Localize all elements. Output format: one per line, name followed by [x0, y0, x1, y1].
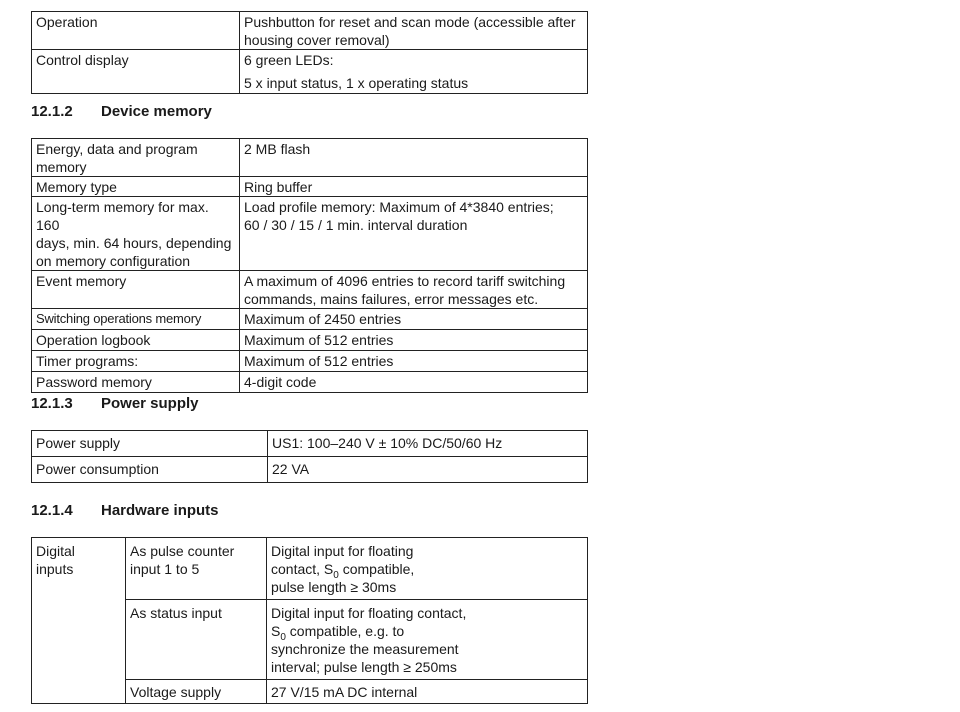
cell-line: Maximum of 2450 entries [244, 311, 402, 327]
table-row [32, 177, 588, 197]
memory-value [240, 372, 588, 393]
cell-text: S [271, 623, 281, 639]
digital-inputs-label [32, 538, 126, 704]
cell-text: contact, S [271, 561, 334, 577]
table-row [32, 538, 588, 600]
memory-value [240, 139, 588, 177]
operation-label [32, 12, 240, 50]
table-row [32, 12, 588, 50]
cell-line: 6 green LEDs: [244, 52, 334, 68]
cell-line: 60 / 30 / 15 / 1 min. interval duration [244, 217, 468, 233]
cell-line: interval; pulse length ≥ 250ms [271, 659, 457, 675]
cell-line: Digital input for floating [271, 543, 414, 559]
cell-line: Maximum of 512 entries [244, 332, 394, 348]
memory-value [240, 330, 588, 351]
cell-line: A maximum of 4096 entries to record tariff switching [244, 273, 566, 289]
section-title: Hardware inputs [101, 502, 219, 519]
memory-value [240, 271, 588, 309]
cell-line [271, 622, 583, 643]
memory-label [32, 197, 240, 271]
cell-line: Timer programs: [36, 353, 139, 369]
cell-line: Password memory [36, 374, 152, 390]
cell-line: Energy, data and program [36, 141, 198, 157]
cell-line [271, 560, 583, 581]
section-title: Device memory [101, 103, 212, 120]
cell-line: input 1 to 5 [130, 561, 200, 577]
memory-label [32, 351, 240, 372]
cell-line: 4-digit code [244, 374, 317, 390]
cell-text: Control display [36, 52, 129, 68]
cell-line: 2 MB flash [244, 141, 311, 157]
table-row [32, 372, 588, 393]
control-display-label [32, 50, 240, 94]
memory-value [240, 309, 588, 330]
section-number: 12.1.4 [31, 502, 73, 519]
cell-line: Event memory [36, 273, 127, 289]
memory-value [240, 197, 588, 271]
cell-line: Memory type [36, 179, 117, 195]
table-row [32, 309, 588, 330]
memory-label [32, 330, 240, 351]
memory-value [240, 351, 588, 372]
pulse-counter-label [126, 538, 267, 600]
table-row [32, 431, 588, 457]
cell-line: inputs [36, 561, 74, 577]
status-input-value [267, 600, 588, 680]
subscript: 0 [333, 569, 339, 581]
cell-line: Ring buffer [244, 179, 313, 195]
table-row [32, 271, 588, 309]
cell-text: Voltage supply [130, 684, 222, 700]
cell-text: compatible, e.g. to [285, 623, 405, 639]
cell-line: pulse length ≥ 30ms [271, 579, 397, 595]
cell-line: Long-term memory for max. 160 [36, 199, 209, 233]
table-row [32, 330, 588, 351]
cell-line: As status input [130, 605, 222, 621]
power-supply-table [31, 430, 588, 483]
operation-table [31, 11, 588, 94]
cell-line: Switching operations memory [36, 311, 202, 326]
cell-line: 5 x input status, 1 x operating status [244, 75, 469, 91]
cell-text: Operation [36, 14, 98, 30]
cell-line: Pushbutton for reset and scan mode (accessible after [244, 14, 576, 30]
memory-label [32, 139, 240, 177]
table-row [32, 139, 588, 177]
power-supply-label [32, 431, 268, 457]
cell-line: days, min. 64 hours, depending [36, 235, 232, 251]
power-consumption-label [32, 457, 268, 483]
cell-text: Power supply [36, 435, 121, 451]
pulse-counter-value [267, 538, 588, 600]
section-number: 12.1.2 [31, 103, 73, 120]
section-heading-hardware-inputs [31, 502, 219, 520]
cell-line: memory [36, 159, 87, 175]
cell-line: Digital input for floating contact, [271, 605, 467, 621]
cell-line: Load profile memory: Maximum of 4*3840 entries; [244, 199, 554, 215]
cell-line: Maximum of 512 entries [244, 353, 394, 369]
cell-line: As pulse counter [130, 543, 235, 559]
device-memory-table [31, 138, 588, 393]
cell-line: Digital [36, 543, 75, 559]
voltage-supply-label [126, 680, 267, 704]
section-number: 12.1.3 [31, 395, 73, 412]
cell-line: housing cover removal) [244, 32, 390, 48]
table-row [32, 50, 588, 94]
cell-line: Operation logbook [36, 332, 151, 348]
section-title: Power supply [101, 395, 199, 412]
voltage-supply-value [267, 680, 588, 704]
section-heading-power-supply [31, 395, 199, 413]
cell-line: on memory configuration [36, 253, 191, 269]
cell-line: synchronize the measurement [271, 641, 459, 657]
cell-text: 27 V/15 mA DC internal [271, 684, 418, 700]
table-row [32, 351, 588, 372]
memory-value [240, 177, 588, 197]
table-row [32, 197, 588, 271]
memory-label [32, 177, 240, 197]
status-input-label [126, 600, 267, 680]
cell-text: US1: 100–240 V ± 10% DC/50/60 Hz [272, 435, 503, 451]
memory-label [32, 271, 240, 309]
memory-label [32, 372, 240, 393]
memory-label [32, 309, 240, 330]
cell-line: commands, mains failures, error messages etc. [244, 291, 539, 307]
cell-text: Power consumption [36, 461, 159, 477]
control-display-value [240, 50, 588, 94]
cell-text: compatible, [338, 561, 415, 577]
hardware-inputs-table [31, 537, 588, 704]
power-consumption-value [268, 457, 588, 483]
table-row [32, 457, 588, 483]
subscript: 0 [280, 631, 286, 643]
section-heading-device-memory [31, 103, 212, 121]
cell-text: 22 VA [272, 461, 310, 477]
power-supply-value [268, 431, 588, 457]
operation-value [240, 12, 588, 50]
